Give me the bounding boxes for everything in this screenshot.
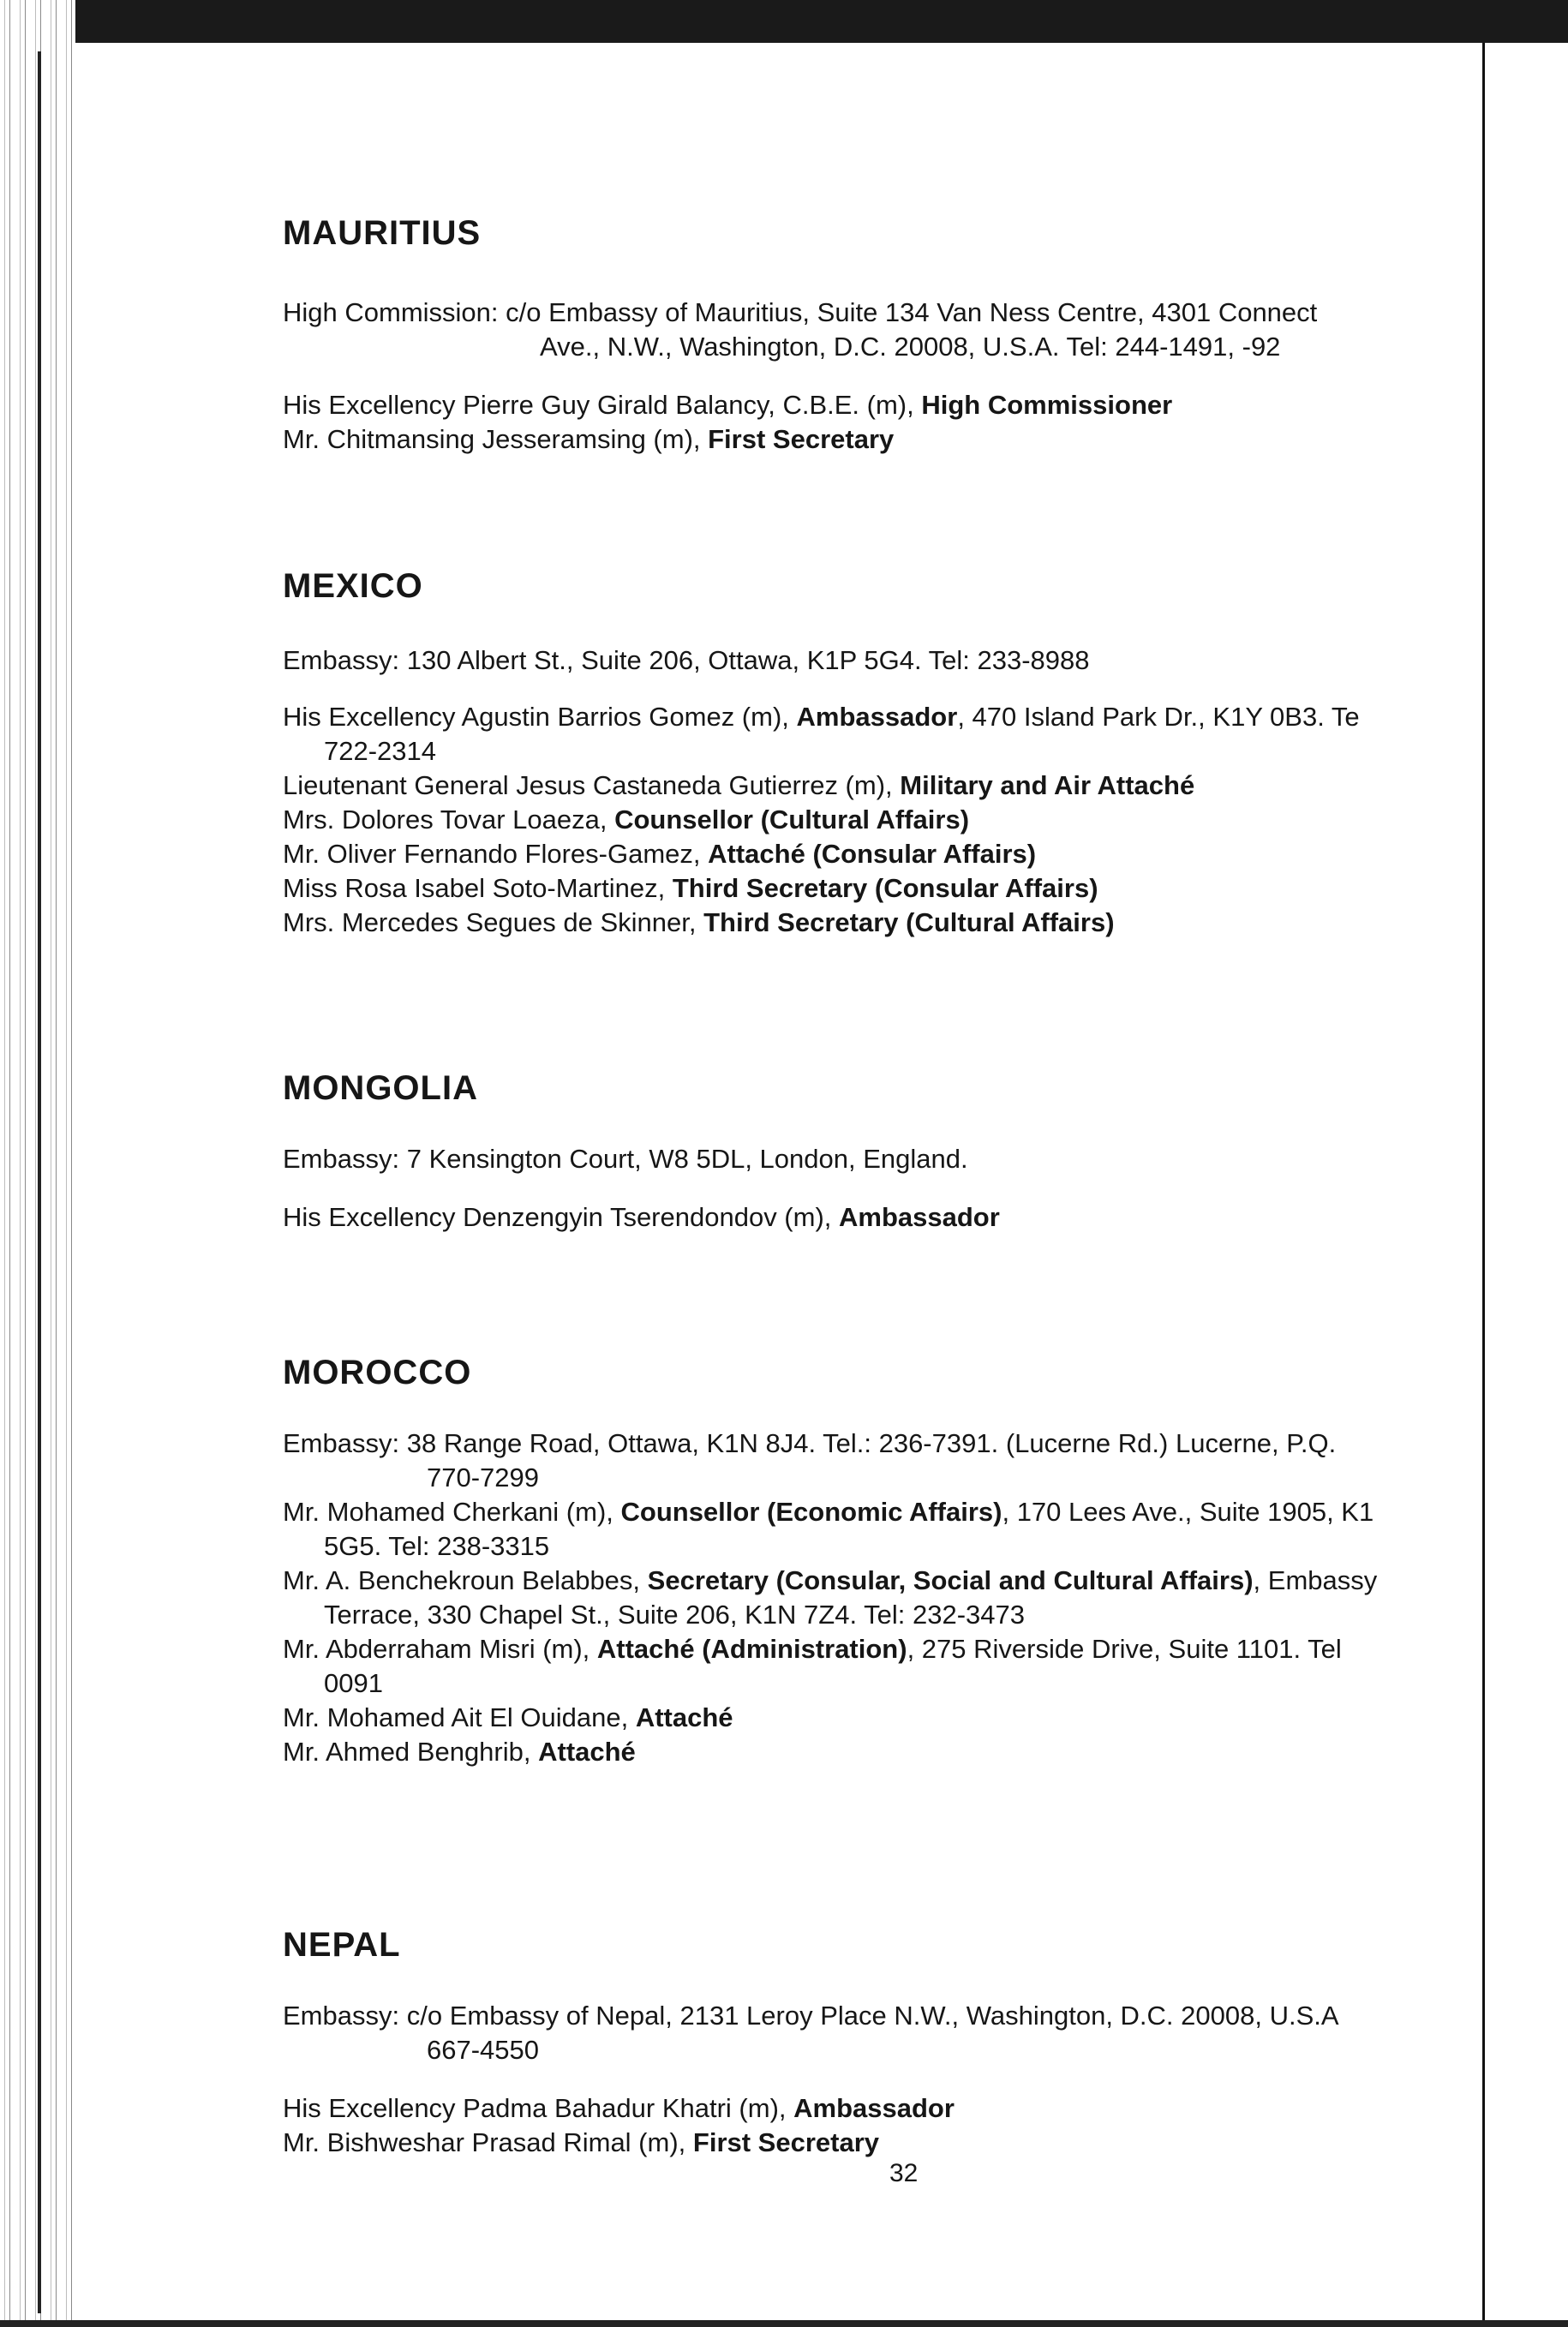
scan-top-border [0,0,1568,43]
address-label: Embassy: [283,1144,400,1174]
address-text: 38 Range Road, Ottawa, K1N 8J4. Tel.: 236-7391. (Lucerne Rd.) Lucerne, P.Q. [406,1428,1337,1458]
country-heading: MOROCCO [283,1354,472,1391]
address-text: c/o Embassy of Mauritius, Suite 134 Van Ness Centre, 4301 Connect [506,297,1318,327]
country-heading: NEPAL [283,1926,401,1964]
section-morocco [283,1354,1448,1769]
address-text: 7 Kensington Court, W8 5DL, London, England. [406,1144,968,1174]
section-mauritius [283,214,1448,457]
staff-entry: Mr. Mohamed Ait El Ouidane, Attaché [283,1702,733,1732]
country-heading: MAURITIUS [283,214,482,252]
staff-entry-continuation: 722-2314 [324,736,437,766]
staff-entry: Mrs. Dolores Tovar Loaeza, Counsellor (Cultural Affairs) [283,805,970,834]
country-heading: MEXICO [283,567,423,605]
staff-entry: Mrs. Mercedes Segues de Skinner, Third Secretary (Cultural Affairs) [283,907,1115,937]
staff-entry: His Excellency Denzengyin Tserendondov (m), Ambassador [283,1202,1000,1232]
section-mexico [283,567,1448,940]
staff-entry: Mr. Chitmansing Jesseramsing (m), First Secretary [283,424,895,454]
staff-entry: His Excellency Agustin Barrios Gomez (m), Ambassador, 470 Island Park Dr., K1Y 0B3. Te [283,702,1360,732]
staff-entry: Mr. Bishweshar Prasad Rimal (m), First Secretary [283,2127,880,2157]
address-continuation: 770-7299 [427,1463,540,1493]
staff-entry: Mr. Oliver Fernando Flores-Gamez, Attaché (Consular Affairs) [283,839,1037,869]
page-fold-line [1482,43,1485,2327]
scan-left-binding [0,0,75,2327]
address-label: Embassy: [283,1428,400,1458]
staff-entry: Mr. A. Benchekroun Belabbes, Secretary (Consular, Social and Cultural Affairs), Embassy [283,1565,1378,1595]
address-label: Embassy: [283,2001,400,2031]
staff-entry: Mr. Ahmed Benghrib, Attaché [283,1737,636,1767]
scan-bottom-border [0,2320,1568,2327]
staff-entry-continuation: Terrace, 330 Chapel St., Suite 206, K1N 7Z4. Tel: 232-3473 [324,1600,1025,1630]
address-text: c/o Embassy of Nepal, 2131 Leroy Place N.W., Washington, D.C. 20008, U.S.A [406,2001,1339,2031]
address-line [283,1142,1448,1176]
address-line [283,1427,1448,1461]
country-heading: MONGOLIA [283,1069,478,1107]
address-continuation: 667-4550 [427,2035,540,2065]
address-text: 130 Albert St., Suite 206, Ottawa, K1P 5G4. Tel: 233-8988 [406,645,1090,675]
staff-entry: Mr. Mohamed Cherkani (m), Counsellor (Economic Affairs), 170 Lees Ave., Suite 1905, K1 [283,1497,1374,1527]
address-line [283,643,1448,678]
staff-entry: His Excellency Padma Bahadur Khatri (m), Ambassador [283,2093,955,2123]
staff-entry-continuation: 0091 [324,1668,383,1698]
page-number: 32 [889,2159,919,2187]
staff-entry: Mr. Abderraham Misri (m), Attaché (Administration), 275 Riverside Drive, Suite 1101. Tel [283,1634,1342,1664]
staff-entry: His Excellency Pierre Guy Girald Balancy, C.B.E. (m), High Commissioner [283,390,1173,420]
staff-entry-continuation: 5G5. Tel: 238-3315 [324,1531,550,1561]
address-continuation: Ave., N.W., Washington, D.C. 20008, U.S.A. Tel: 244-1491, -92 [540,332,1281,362]
section-nepal [283,1926,1448,2160]
section-mongolia [283,1069,1448,1235]
address-line [283,296,1448,330]
address-label: Embassy: [283,645,400,675]
staff-entry: Miss Rosa Isabel Soto-Martinez, Third Secretary (Consular Affairs) [283,873,1098,903]
staff-entry: Lieutenant General Jesus Castaneda Gutierrez (m), Military and Air Attaché [283,770,1195,800]
address-line [283,1999,1448,2033]
address-label: High Commission: [283,297,499,327]
